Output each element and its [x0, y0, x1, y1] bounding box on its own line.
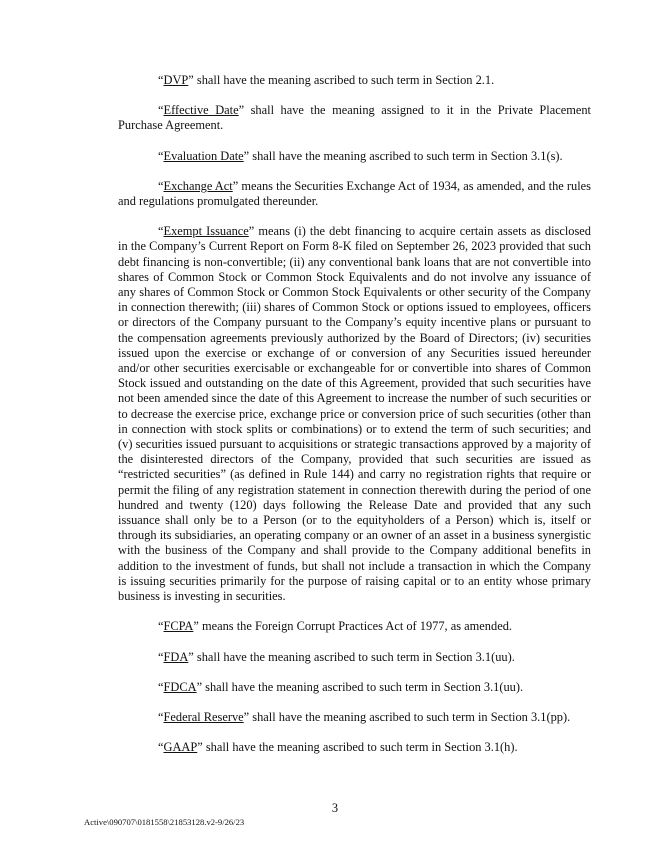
definition-federal-reserve	[118, 710, 591, 725]
definition-text: ” shall have the meaning ascribed to such term in Section 3.1(h).	[197, 740, 518, 755]
definition-text: ” shall have the meaning ascribed to such term in Section 3.1(pp).	[243, 709, 571, 724]
page-number: 3	[331, 801, 339, 815]
definition-exempt-issuance	[118, 224, 591, 604]
definition-fdca	[118, 680, 591, 695]
definition-text: ” means the Securities Exchange Act of 1934, as amended, and the rules and regulations promulgated thereunder.	[118, 178, 591, 209]
definition-fcpa	[118, 619, 591, 634]
open-quote: “	[158, 619, 164, 634]
open-quote: “	[158, 178, 164, 193]
defined-term: Exempt Issuance	[163, 224, 249, 239]
definitions-section	[118, 73, 591, 770]
definition-exchange-act	[118, 179, 591, 209]
defined-term: DVP	[163, 73, 189, 87]
definition-dvp	[118, 73, 591, 88]
open-quote: “	[158, 224, 164, 239]
open-quote: “	[158, 740, 164, 755]
open-quote: “	[158, 649, 164, 664]
defined-term: FDA	[163, 649, 189, 664]
defined-term: GAAP	[163, 740, 198, 755]
open-quote: “	[158, 709, 164, 724]
defined-term: Evaluation Date	[163, 148, 244, 163]
definition-text: ” means the Foreign Corrupt Practices Act of 1977, as amended.	[193, 619, 512, 634]
defined-term: FDCA	[163, 679, 197, 694]
open-quote: “	[158, 73, 164, 87]
document-id: Active\090707\0181558\21853128.v2-9/26/23	[84, 817, 245, 827]
definition-text: ” means (i) the debt financing to acquire certain assets as disclosed in the Company’s Current Report on Form 8-K filed on September 26, 2023 provided that such debt financing is non-convertible; (ii) any conventional bank loans that are not convertible into shares of Common Stock or Common Stock Equivalents and do not involve any issuance of any shares of Common Stock or Common Stock Equivalents or other security of the Company in connection therewith; (iii) shares of Common Stock or options issued to employees, officers or directors of the Company pursuant to the Company’s equity incentive plans or pursuant to the compensation agreements previously authorized by the Board of Directors; (iv) securities issued upon the exercise or exchange of or conversion of any Securities issued hereunder and/or other securities exercisable or exchangeable for or convertible into shares of Common Stock issued and outstanding on the date of this Agreement, provided that such securities have not been amended since the date of this Agreement to increase the number of such securities or to decrease the exercise price, exchange price or conversion price of such securities (other than in connection with stock splits or combinations) or to extend the term of such securities; and (v) securities issued pursuant to acquisitions or strategic transactions approved by a majority of the disinterested directors of the Company, provided that such securities are issued as “restricted securities” (as defined in Rule 144) and carry no registration rights that require or permit the filing of any registration statement in connection therewith during the period of one hundred and twenty (120) days following the Release Date and provided that any such issuance shall only be to a Person (or to the equityholders of a Person) which is, itself or through its subsidiaries, an operating company or an owner of an asset in a business synergistic with the business of the Company and shall provide to the Company additional benefits in addition to the investment of funds, but shall not include a transaction in which the Company is issuing securities primarily for the purpose of raising capital or to an entity whose primary business is investing in securities.	[118, 224, 591, 604]
open-quote: “	[158, 148, 164, 163]
defined-term: Exchange Act	[163, 178, 233, 193]
definition-text: ” shall have the meaning ascribed to such term in Section 3.1(s).	[243, 148, 563, 163]
definition-fda	[118, 650, 591, 665]
open-quote: “	[158, 679, 164, 694]
definition-text: ” shall have the meaning ascribed to such term in Section 3.1(uu).	[188, 649, 515, 664]
definition-effective-date	[118, 103, 591, 133]
definition-evaluation-date	[118, 149, 591, 164]
definition-text: ” shall have the meaning assigned to it in the Private Placement Purchase Agreement.	[118, 103, 592, 133]
definition-gaap	[118, 740, 591, 755]
open-quote: “	[158, 103, 164, 118]
defined-term: Effective Date	[163, 103, 239, 118]
definition-text: ” shall have the meaning ascribed to such term in Section 3.1(uu).	[196, 679, 524, 694]
defined-term: Federal Reserve	[163, 709, 244, 724]
definition-text: ” shall have the meaning ascribed to such term in Section 2.1.	[188, 73, 495, 87]
defined-term: FCPA	[163, 619, 194, 634]
